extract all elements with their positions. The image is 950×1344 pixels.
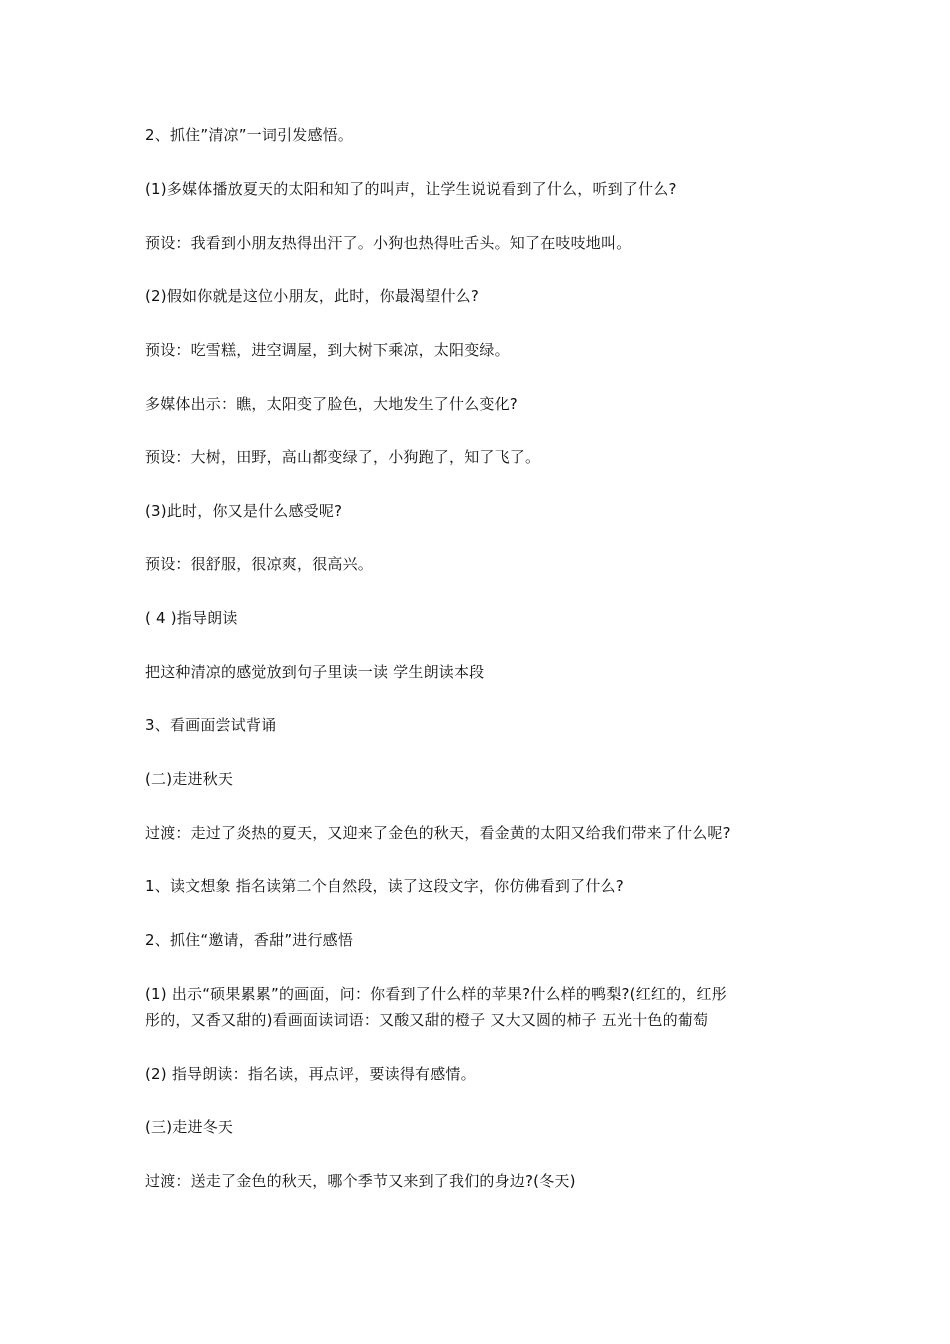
text-line: (2) 指导朗读：指名读，再点评，要读得有感情。	[145, 1065, 476, 1083]
text-line: 把这种清凉的感觉放到句子里读一读 学生朗读本段	[145, 663, 485, 681]
text-line: 多媒体出示：瞧，太阳变了脸色，大地发生了什么变化?	[145, 395, 518, 413]
text-line: 彤的，又香又甜的)看画面读词语：又酸又甜的橙子 又大又圆的柿子 五光十色的葡萄	[145, 1011, 709, 1029]
text-line: 预设：我看到小朋友热得出汗了。小狗也热得吐舌头。知了在吱吱地叫。	[145, 234, 632, 252]
text-line: (3)此时，你又是什么感受呢?	[145, 502, 343, 520]
text-line: 过渡：送走了金色的秋天，哪个季节又来到了我们的身边?(冬天)	[145, 1172, 576, 1190]
text-line: 3、看画面尝试背诵	[145, 716, 277, 734]
text-line: 2、抓住”清凉”一词引发感悟。	[145, 126, 354, 144]
text-line: (1)多媒体播放夏天的太阳和知了的叫声，让学生说说看到了什么，听到了什么?	[145, 180, 677, 198]
text-line: (1) 出示“硕果累累”的画面，问：你看到了什么样的苹果?什么样的鸭梨?(红红的，红彤	[145, 985, 727, 1003]
text-line: 1、读文想象 指名读第二个自然段，读了这段文字，你仿佛看到了什么?	[145, 877, 624, 895]
text-line: (三)走进冬天	[145, 1118, 234, 1136]
text-line: 预设：大树，田野，高山都变绿了，小狗跑了，知了飞了。	[145, 448, 541, 466]
text-line: (二)走进秋天	[145, 770, 234, 788]
text-line: 预设：很舒服，很凉爽，很高兴。	[145, 555, 374, 573]
text-line: ( 4 )指导朗读	[145, 609, 238, 627]
text-line: 过渡：走过了炎热的夏天，又迎来了金色的秋天，看金黄的太阳又给我们带来了什么呢?	[145, 824, 731, 842]
text-line: (2)假如你就是这位小朋友，此时，你最渴望什么?	[145, 287, 480, 305]
text-line: 预设：吃雪糕，进空调屋，到大树下乘凉，太阳变绿。	[145, 341, 510, 359]
text-line: 2、抓住“邀请，香甜”进行感悟	[145, 931, 354, 949]
